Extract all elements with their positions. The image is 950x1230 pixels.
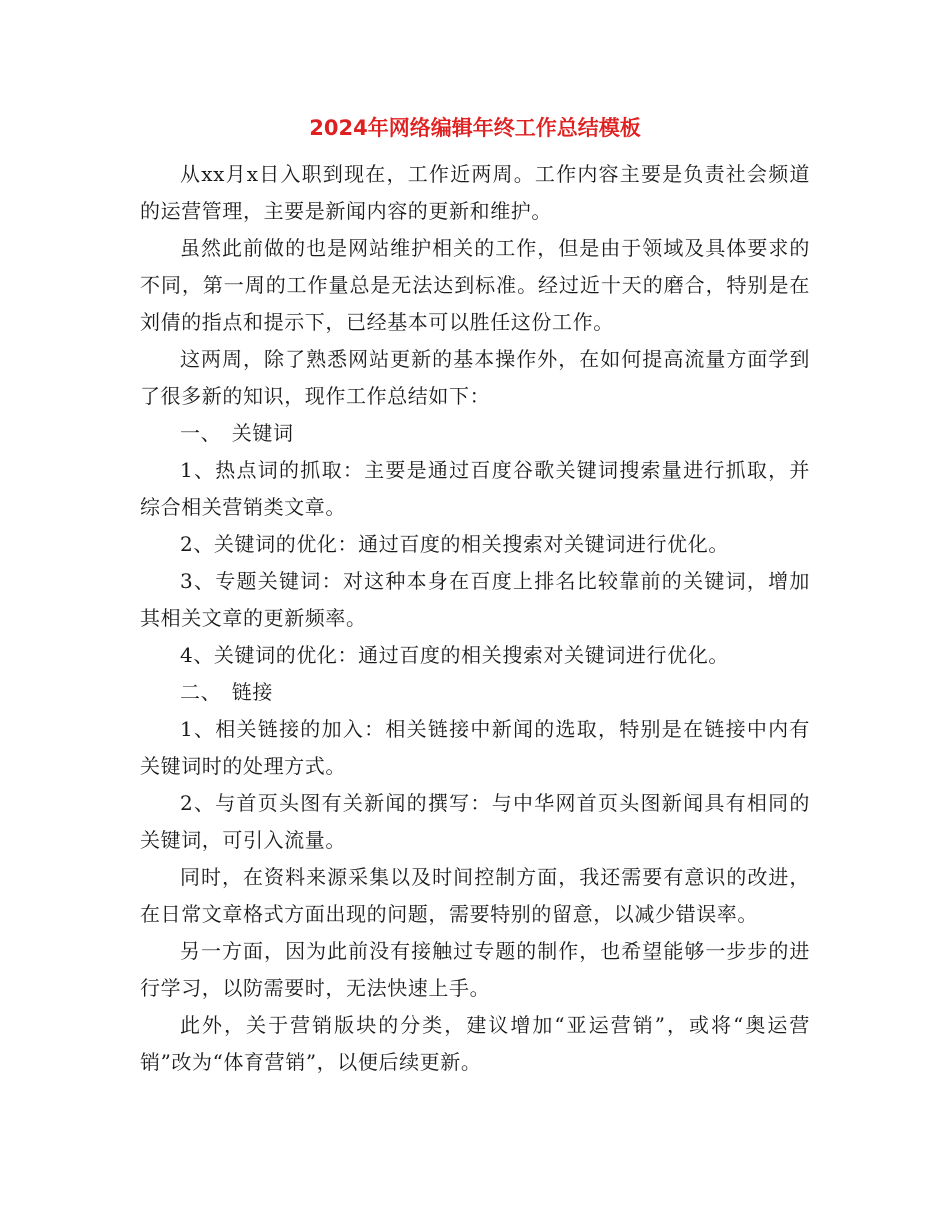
list-item: 1、相关链接的加入：相关链接中新闻的选取，特别是在链接中内有关键词时的处理方式。 [140,717,810,778]
list-item: 4、关键词的优化：通过百度的相关搜索对关键词进行优化。 [180,643,729,667]
paragraph-intro: 从xx月x日入职到现在，工作近两周。工作内容主要是负责社会频道的运营管理，主要是新闻内容的更新和维护。 [140,162,810,223]
list-item: 1、热点词的抓取：主要是通过百度谷歌关键词搜索量进行抓取，并综合相关营销类文章。 [140,458,810,519]
document-body [140,156,810,1081]
document-title: 2024年网络编辑年终工作总结模板 [309,116,641,140]
list-item: 2、与首页头图有关新闻的撰写：与中华网首页头图新闻具有相同的关键词，可引入流量。 [140,791,810,852]
section-heading-links: 二、 链接 [180,680,273,704]
paragraph-suggestion: 此外，关于营销版块的分类，建议增加“亚运营销”，或将“奥运营销”改为“体育营销”，以便后续更新。 [140,1013,810,1074]
list-item: 2、关键词的优化：通过百度的相关搜索对关键词进行优化。 [180,532,729,556]
paragraph-improvement: 同时，在资料来源采集以及时间控制方面，我还需要有意识的改进，在日常文章格式方面出现的问题，需要特别的留意，以减少错误率。 [140,865,810,926]
paragraph-summary-lead: 这两周，除了熟悉网站更新的基本操作外，在如何提高流量方面学到了很多新的知识，现作工作总结如下： [140,347,810,408]
paragraph-background: 虽然此前做的也是网站维护相关的工作，但是由于领域及具体要求的不同，第一周的工作量总是无法达到标准。经过近十天的磨合，特别是在刘倩的指点和提示下，已经基本可以胜任这份工作。 [140,236,810,334]
paragraph-learning: 另一方面，因为此前没有接触过专题的制作，也希望能够一步步的进行学习，以防需要时，无法快速上手。 [140,939,810,1000]
section-heading-keywords: 一、 关键词 [180,421,294,445]
list-item: 3、专题关键词：对这种本身在百度上排名比较靠前的关键词，增加其相关文章的更新频率。 [140,569,810,630]
